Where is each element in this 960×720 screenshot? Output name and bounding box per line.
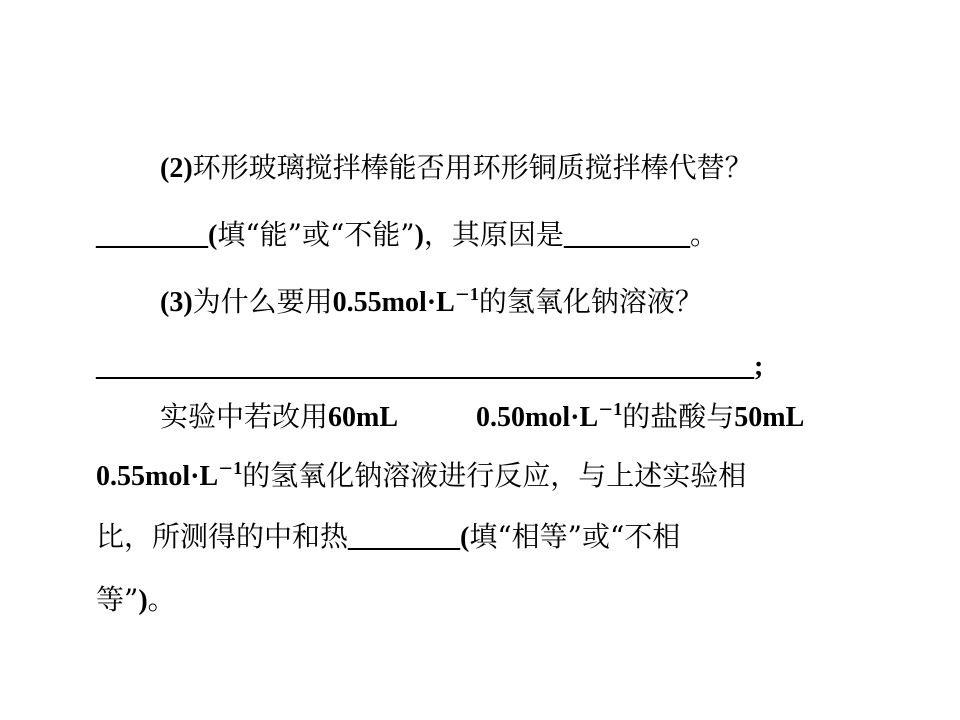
q3-semicolon: ;	[754, 351, 764, 382]
experiment-line-1	[0, 397, 960, 437]
experiment-superscript-exp-1: 1	[613, 399, 623, 419]
q3-concentration: 0.55mol·L	[332, 287, 455, 318]
experiment-line-3-text: 比，所测得的中和热	[96, 520, 349, 553]
experiment-concentration-1: 0.50mol·L	[476, 402, 599, 433]
experiment-intro: 实验中若改用	[160, 400, 329, 433]
experiment-line-3	[0, 517, 960, 557]
experiment-blank: ________	[348, 522, 461, 553]
experiment-superscript-exp-2: 1	[233, 458, 243, 478]
q2-question-line	[0, 148, 960, 188]
q2-paren-close: )	[414, 220, 424, 251]
experiment-hint-b: 等”	[96, 583, 139, 616]
experiment-paren-close: )	[138, 585, 148, 616]
q2-blank-1: ________	[96, 220, 208, 251]
q2-blank-2: _________	[563, 220, 690, 251]
q3-superscript-exp: 1	[469, 284, 479, 304]
q3-prefix: 为什么要用	[192, 285, 333, 318]
q2-question-text: 环形玻璃搅拌棒能否用环形铜质搅拌棒代替？	[192, 151, 753, 184]
experiment-paren-open: (	[460, 522, 470, 553]
experiment-volume-2: 50mL	[734, 402, 805, 433]
q3-superscript-minus: −	[454, 284, 470, 305]
q3-number: (3)	[160, 287, 193, 318]
q3-suffix: 的氢氧化钠溶液？	[478, 285, 703, 318]
experiment-concentration-2: 0.55mol·L	[96, 461, 219, 492]
q2-paren-open: (	[208, 220, 218, 251]
q2-end: 。	[689, 218, 718, 251]
q3-question-line	[0, 282, 960, 322]
experiment-volume-1: 60mL	[328, 402, 399, 433]
experiment-line-4	[0, 580, 960, 620]
q2-number: (2)	[160, 153, 193, 184]
q3-answer-blank: _______________________________________________	[96, 351, 754, 382]
q2-reason-prefix: ，其原因是	[423, 218, 564, 251]
experiment-line-2-text: 的氢氧化钠溶液进行反应，与上述实验相	[242, 459, 747, 492]
experiment-superscript-minus-1: −	[598, 399, 614, 420]
experiment-line-2	[0, 456, 960, 496]
q2-answer-line	[0, 215, 960, 255]
experiment-end: 。	[147, 583, 176, 616]
experiment-superscript-minus-2: −	[218, 458, 234, 479]
experiment-mid: 的盐酸与	[622, 400, 735, 433]
q3-answer-line	[0, 346, 960, 386]
q2-hint: 填“能”或“不能”	[217, 218, 415, 251]
experiment-hint-a: 填“相等”或“不相	[469, 520, 681, 553]
